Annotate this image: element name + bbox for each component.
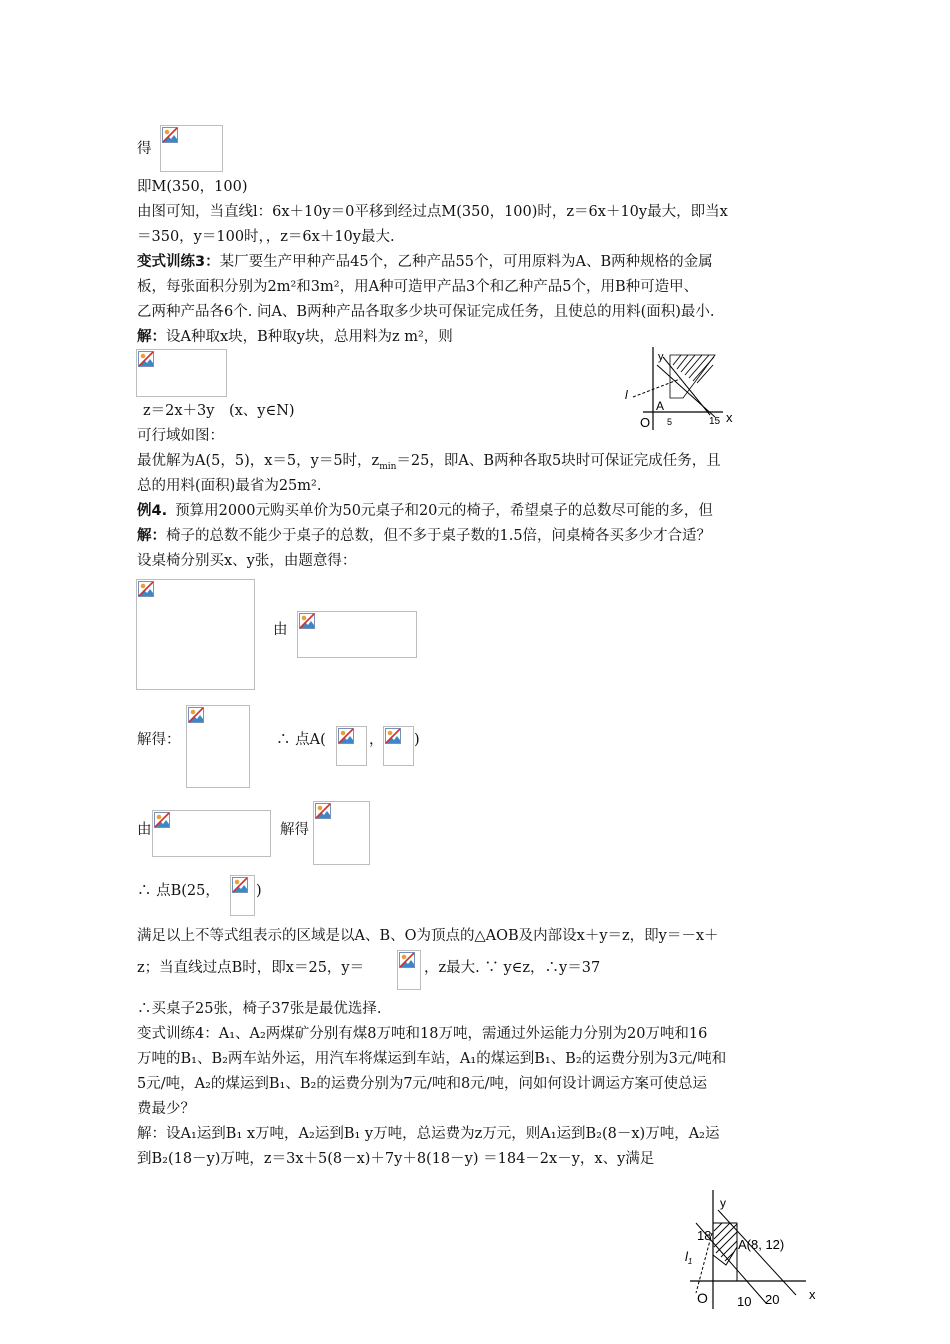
text-close-paren: ) — [414, 732, 420, 748]
text-line: 变式训练4：A₁、A₂两煤矿分别有煤8万吨和18万吨，需通过外运能力分别为20万吨和16 — [137, 1026, 708, 1042]
example-text: 椅子的总数不能少于桌子的总数，但不多于桌子数的1.5倍，问桌椅各买多少才合适？ — [166, 528, 712, 544]
hatching — [673, 355, 714, 383]
label-18: 18 — [697, 1228, 712, 1243]
equation-image — [383, 726, 414, 766]
feasible-region-figure-2 — [678, 1185, 828, 1310]
text-line: ∴买桌子25张，椅子37张是最优选择. — [137, 1001, 382, 1017]
text-close-paren: ) — [256, 883, 262, 899]
broken-image-icon — [338, 728, 354, 744]
text-line: 到B₂(18－y)万吨，z＝3x＋5(8－x)＋7y＋8(18－y) ＝184－2x－y，x、y满足 — [137, 1151, 655, 1167]
text-you: 由 — [137, 822, 152, 838]
label-15: 15 — [709, 416, 721, 427]
feasible-region-figure-1 — [615, 335, 745, 435]
exercise-3-line: 板，每张面积分别为2m²和3m²，用A种可造甲产品3个和乙种产品5个，用B种可造甲、 — [137, 279, 699, 295]
hatching — [714, 1223, 737, 1261]
text-jiede: 解得 — [280, 822, 309, 838]
label-y: y — [720, 1196, 726, 1210]
equation-image — [152, 810, 271, 857]
label-A: A — [656, 399, 665, 413]
example-4-line — [137, 527, 711, 545]
text-line: ＝350，y＝100时，，z＝6x＋10y最大. — [137, 229, 395, 245]
text-line: 满足以上不等式组表示的区域是以A、B、O为顶点的△AOB及内部设x＋y＝z，即y＝－x＋ — [137, 928, 719, 944]
text-line — [137, 452, 721, 476]
equation-image — [336, 726, 367, 766]
label-20: 20 — [765, 1292, 780, 1307]
equation-image — [397, 950, 421, 990]
example-4-line — [137, 502, 713, 520]
constraint-line — [718, 1210, 796, 1295]
equation-image — [186, 705, 250, 788]
text-line: 5元/吨，A₂的煤运到B₁、B₂的运费分别为7元/吨和8元/吨，问如何设计调运方案可使总运 — [137, 1076, 708, 1092]
broken-image-icon — [315, 803, 331, 819]
text-jiede: 解得： — [137, 732, 181, 748]
label-y: y — [658, 351, 664, 363]
equation-image — [136, 579, 255, 690]
equation-image — [297, 611, 417, 658]
broken-image-icon — [162, 127, 178, 143]
label-l: l — [625, 388, 628, 402]
broken-image-icon — [299, 613, 315, 629]
text-point-a: ∴ 点A( — [276, 732, 326, 748]
text-de: 得 — [137, 141, 152, 157]
exercise-3-line: 乙两种产品各6个. 问A、B两种产品各取多少块可保证完成任务，且使总的用料(面积)最小. — [137, 304, 715, 320]
exercise-3-line — [137, 253, 713, 271]
exercise-label: 变式训练3： — [137, 254, 220, 270]
broken-image-icon — [138, 351, 154, 367]
label-O: O — [697, 1290, 708, 1306]
text-line: 总的用料(面积)最省为25m². — [137, 478, 322, 494]
label-O: O — [640, 415, 651, 430]
text-you: 由 — [273, 622, 288, 638]
text-line: 万吨的B₁、B₂两车站外运，用汽车将煤运到车站，A₁的煤运到B₁、B₂的运费分别为3元/吨和 — [137, 1051, 727, 1067]
exercise-text: 某厂要生产甲种产品45个，乙种产品55个，可用原料为A、B两种规格的金属 — [219, 254, 713, 270]
label-x: x — [809, 1287, 816, 1302]
solution-3-line — [137, 328, 453, 346]
subscript-min: min — [379, 461, 397, 472]
feasible-region — [670, 355, 715, 398]
solution-label: 解： — [137, 528, 166, 544]
label-10: 10 — [737, 1294, 752, 1309]
equation-image — [160, 125, 223, 172]
broken-image-icon — [399, 952, 415, 968]
label-A: A(8, 12) — [738, 1237, 785, 1252]
text-line: 设桌椅分别买x、y张，由题意得： — [137, 553, 357, 569]
example-text: 预算用2000元购买单价为50元桌子和20元的椅子，希望桌子的总数尽可能的多，但 — [175, 503, 713, 519]
objective-function: z＝2x＋3y (x、y∈N) — [143, 403, 295, 419]
text-line: 解：设A₁运到B₁ x万吨，A₂运到B₁ y万吨，总运费为z万元，则A₁运到B₂(8－x)万吨，A₂运 — [137, 1126, 720, 1142]
label-5: 5 — [667, 417, 673, 427]
text-point-b: ∴ 点B(25， — [137, 883, 220, 899]
solution-label: 解： — [137, 329, 166, 345]
label-x: x — [726, 410, 733, 425]
equation-image — [136, 349, 227, 397]
text-line: 可行域如图： — [137, 428, 224, 444]
label-l1: $l_1$ — [685, 1249, 693, 1266]
level-line-l — [633, 379, 680, 397]
equation-image — [230, 875, 255, 916]
text-span: ＝25，即A、B两种各取5块时可保证完成任务，且 — [396, 453, 721, 469]
equation-image — [313, 801, 370, 865]
text-line: ，z最大. ∵ y∈z，∴y＝37 — [424, 960, 601, 976]
broken-image-icon — [188, 707, 204, 723]
broken-image-icon — [154, 812, 170, 828]
text-line: z；当直线过点B时，即x＝25，y＝ — [137, 960, 365, 976]
example-label: 例4. — [137, 503, 168, 519]
text-line: 费最少？ — [137, 1101, 195, 1117]
broken-image-icon — [385, 728, 401, 744]
broken-image-icon — [232, 877, 248, 893]
text-span: 最优解为A(5，5)，x＝5，y＝5时，z — [137, 453, 380, 469]
text-comma: ， — [369, 732, 384, 748]
text-line: 即M(350，100) — [137, 179, 248, 195]
solution-text: 设A种取x块，B种取y块，总用料为z m²，则 — [166, 329, 453, 345]
text-line: 由图可知，当直线l：6x＋10y＝0平移到经过点M(350，100)时，z＝6x＋10y最大，即当x — [137, 204, 728, 220]
broken-image-icon — [138, 581, 154, 597]
